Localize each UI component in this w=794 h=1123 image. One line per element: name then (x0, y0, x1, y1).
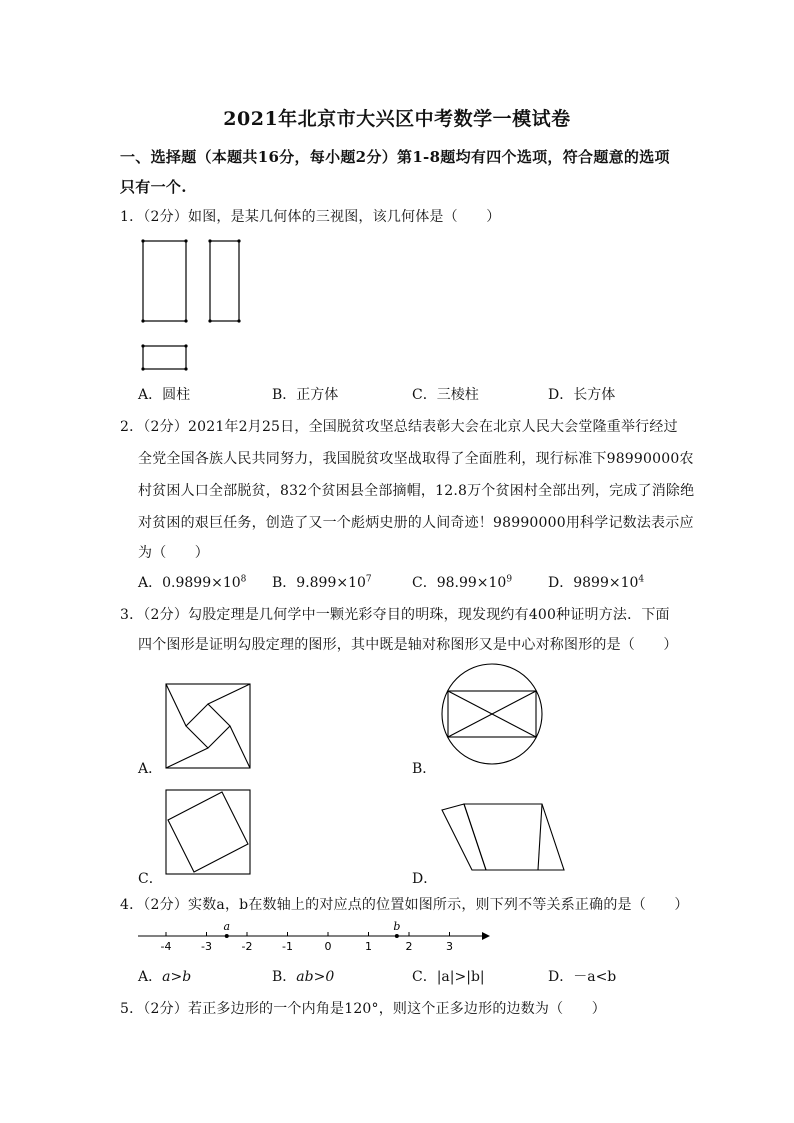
q2-line-3: 村贫困人口全部脱贫，832个贫困县全部摘帽，12.8万个贫困村全部出列，完成了消除绝 (138, 483, 695, 499)
q3-line-2: 四个图形是证明勾股定理的图形，其中既是轴对称图形又是中心对称图形的是（ ） (138, 637, 678, 653)
q3-option-b[interactable]: B． (412, 761, 437, 777)
q1-option-a[interactable]: A．圆柱 (138, 387, 191, 403)
number-line-arrow (482, 932, 490, 940)
q4-option-b[interactable]: B．ab>0 (272, 969, 335, 985)
section-heading: 一、选择题（本题共16分，每小题2分）第1-8题均有四个选项，符合题意的选项只有一个. (120, 148, 670, 196)
q3-option-c[interactable]: C． (138, 871, 163, 887)
q3-figure-a (162, 680, 254, 772)
q1-option-b[interactable]: B．正方体 (272, 387, 339, 403)
q4-stem: 4．（2分）实数a，b在数轴上的对应点的位置如图所示，则下列不等关系正确的是（ ） (120, 897, 689, 913)
top-view (143, 346, 186, 369)
axis-tick-label: -3 (201, 940, 212, 953)
axis-tick-label: 0 (324, 940, 332, 953)
axis-tick-label: -1 (282, 940, 293, 953)
axis-tick-label: 1 (365, 940, 372, 953)
q3-figure-d (438, 798, 570, 878)
point-a-label: a (223, 920, 231, 933)
q2-line-2: 全党全国各族人民共同努力，我国脱贫攻坚战取得了全面胜利，现行标准下98990000农 (138, 451, 694, 467)
q2-line-5: 为（ ） (138, 545, 209, 561)
q1-three-view-figure (134, 232, 254, 374)
q5-stem: 5．（2分）若正多边形的一个内角是120°，则这个正多边形的边数为（ ） (120, 1001, 606, 1017)
q3-line-1: 3．（2分）勾股定理是几何学中一颗光彩夺目的明珠，现发现约有400种证明方法．下面 (120, 607, 670, 623)
q3-option-d[interactable]: D． (412, 871, 438, 887)
q2-line-4: 对贫困的艰巨任务，创造了又一个彪炳史册的人间奇迹！98990000用科学记数法表示应 (138, 515, 694, 531)
point-b-label: b (393, 920, 401, 933)
q4-option-a[interactable]: A．a>b (138, 969, 192, 985)
q3-option-a[interactable]: A． (138, 761, 163, 777)
point-a-marker (225, 934, 229, 938)
page-title: 2021年北京市大兴区中考数学一模试卷 (223, 108, 571, 130)
point-b-marker (395, 934, 399, 938)
q1-option-c[interactable]: C．三棱柱 (412, 387, 479, 403)
front-view (143, 241, 186, 321)
q2-option-c[interactable]: C．$98.99\times 10^9$ (412, 574, 513, 591)
q1-stem: 1．（2分）如图，是某几何体的三视图，该几何体是（ ） (120, 209, 501, 225)
q3-figure-c (162, 786, 254, 878)
q1-option-d[interactable]: D．长方体 (548, 387, 616, 403)
q4-option-d[interactable]: D．－a<b (548, 969, 617, 985)
q3-figure-b (438, 660, 546, 768)
axis-tick-label: 2 (405, 940, 413, 953)
q4-number-line (132, 918, 494, 956)
side-view (210, 241, 239, 321)
q4-option-c[interactable]: C．|a|>|b| (412, 969, 485, 985)
q2-option-b[interactable]: B．$9.899\times 10^7$ (272, 574, 372, 591)
q2-line-1: 2．（2分）2021年2月25日，全国脱贫攻坚总结表彰大会在北京人民大会堂隆重举行经过 (120, 419, 678, 435)
axis-tick-label: 3 (446, 940, 453, 953)
q2-option-a[interactable]: A．$0.9899\times 10^8$ (138, 574, 247, 591)
q2-option-d[interactable]: D．$9899\times 10^4$ (548, 574, 645, 591)
axis-tick-label: -4 (160, 940, 172, 953)
axis-tick-label: -2 (241, 940, 253, 953)
